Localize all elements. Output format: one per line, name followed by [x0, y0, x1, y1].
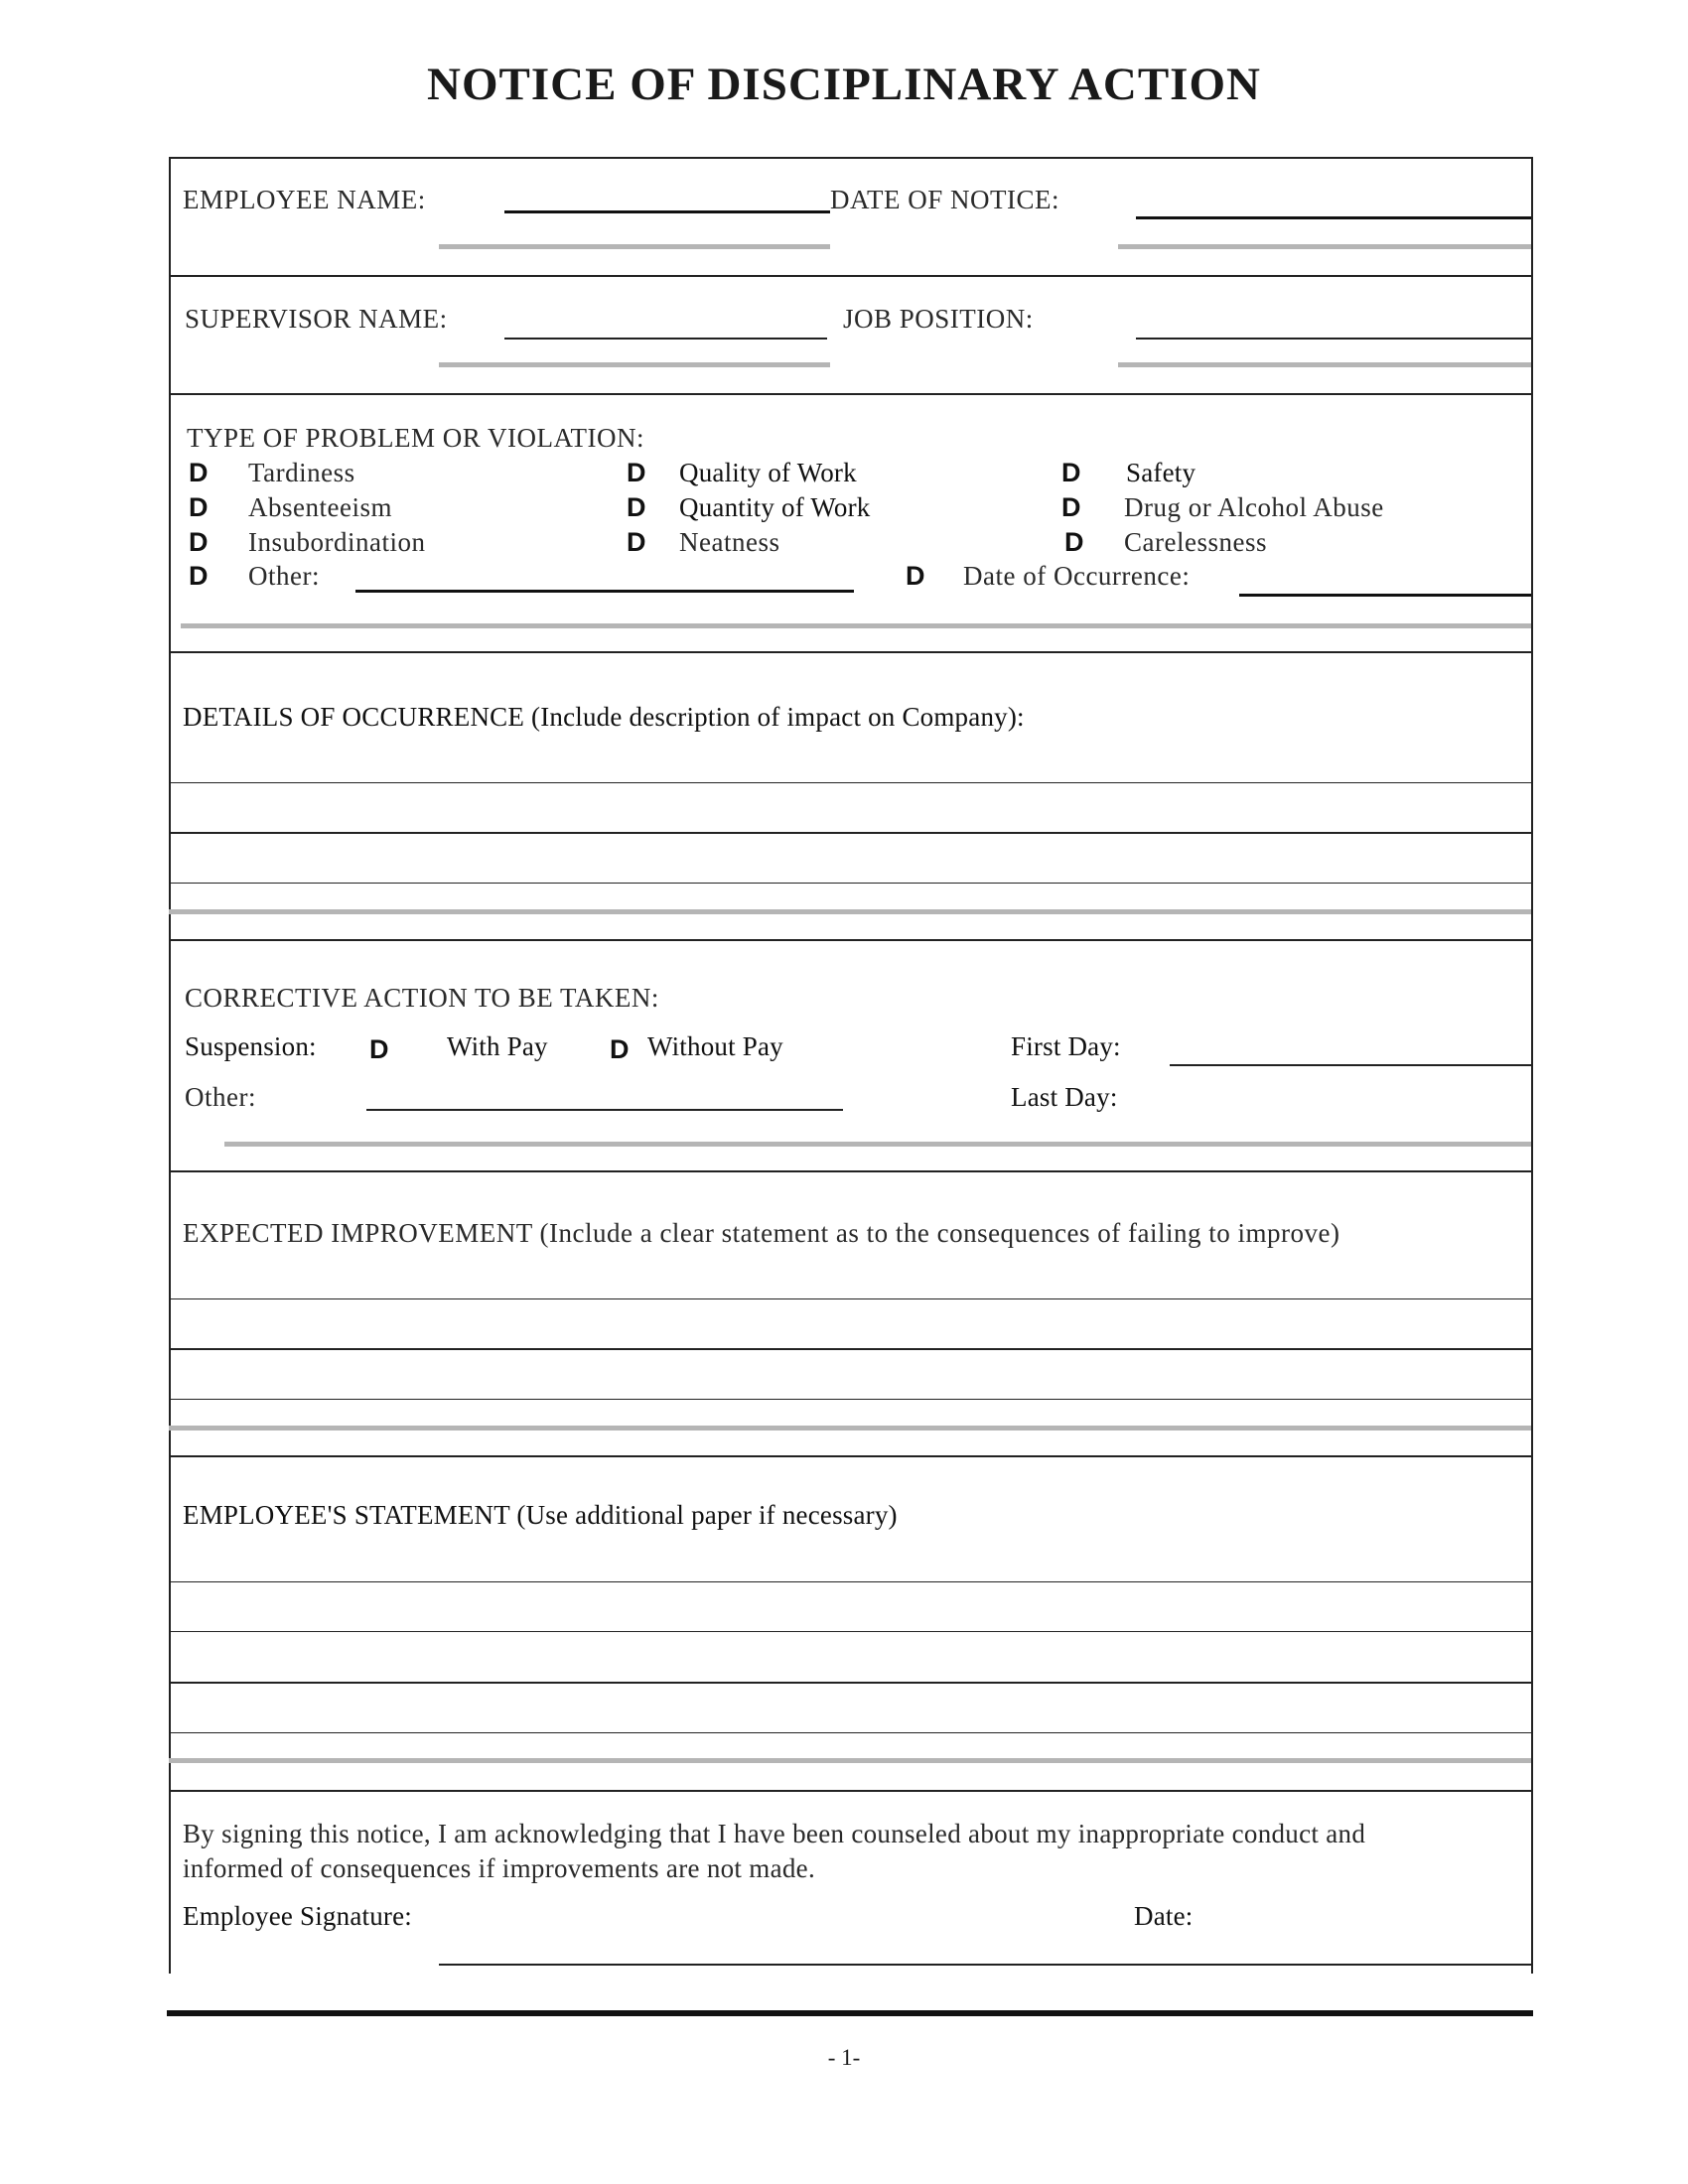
date-of-notice-field[interactable] [1136, 216, 1531, 219]
without-pay-checkbox[interactable]: D [610, 1034, 630, 1064]
divider [169, 1170, 1533, 1172]
insubordination-checkbox[interactable]: D [189, 527, 209, 557]
other-action-field[interactable] [366, 1109, 843, 1111]
supervisor-name-field[interactable] [504, 338, 827, 340]
neatness-label: Neatness [679, 527, 780, 557]
details-line[interactable] [169, 782, 1533, 783]
other-violation-label: Other: [248, 561, 320, 591]
supervisor-name-label: SUPERVISOR NAME: [185, 304, 448, 334]
corrective-gray-rule [224, 1142, 1531, 1147]
details-line[interactable] [169, 883, 1533, 884]
divider [169, 1455, 1533, 1457]
statement-line[interactable] [169, 1631, 1533, 1632]
absenteeism-checkbox[interactable]: D [189, 492, 209, 522]
signature-date-label: Date: [1134, 1901, 1194, 1931]
improvement-gray-rule [169, 1426, 1531, 1431]
quality-of-work-label: Quality of Work [679, 458, 857, 487]
drug-alcohol-label: Drug or Alcohol Abuse [1124, 492, 1384, 522]
first-day-field[interactable] [1170, 1064, 1531, 1066]
employee-name-label: EMPLOYEE NAME: [183, 185, 426, 214]
without-pay-label: Without Pay [647, 1031, 783, 1061]
date-of-occurrence-checkbox[interactable]: D [906, 561, 925, 591]
other-violation-checkbox[interactable]: D [189, 561, 209, 591]
footer-rule [167, 2010, 1533, 2016]
form-title: NOTICE OF DISCIPLINARY ACTION [427, 59, 1261, 110]
date-of-notice-label: DATE OF NOTICE: [830, 185, 1059, 214]
divider [169, 651, 1533, 653]
other-action-label: Other: [185, 1082, 256, 1112]
row2-gray-rule-left [439, 362, 830, 367]
date-of-occurrence-label: Date of Occurrence: [963, 561, 1191, 591]
tardiness-label: Tardiness [248, 458, 355, 487]
row1-gray-rule-right [1118, 244, 1531, 249]
absenteeism-label: Absenteeism [248, 492, 392, 522]
improvement-line[interactable] [169, 1298, 1533, 1299]
details-gray-rule [169, 909, 1531, 914]
expected-improvement-heading: EXPECTED IMPROVEMENT (Include a clear statement as to the consequences of failing to improve) [183, 1218, 1340, 1248]
statement-gray-rule [169, 1758, 1531, 1763]
last-day-label: Last Day: [1011, 1082, 1118, 1112]
row1-gray-rule-left [439, 244, 830, 249]
employee-name-field[interactable] [504, 210, 830, 213]
statement-line[interactable] [169, 1581, 1533, 1582]
details-heading: DETAILS OF OCCURRENCE (Include description of impact on Company): [183, 702, 1025, 732]
quality-of-work-checkbox[interactable]: D [627, 458, 646, 487]
first-day-label: First Day: [1011, 1031, 1121, 1061]
improvement-line[interactable] [169, 1348, 1533, 1350]
date-of-occurrence-field[interactable] [1239, 594, 1531, 597]
insubordination-label: Insubordination [248, 527, 426, 557]
safety-label: Safety [1126, 458, 1196, 487]
acknowledgement-text-line-2: informed of consequences if improvements are not made. [183, 1853, 815, 1883]
suspension-label: Suspension: [185, 1031, 317, 1061]
divider [169, 393, 1533, 395]
safety-checkbox[interactable]: D [1061, 458, 1081, 487]
row2-gray-rule-right [1118, 362, 1531, 367]
with-pay-checkbox[interactable]: D [369, 1034, 389, 1064]
divider [169, 939, 1533, 941]
quantity-of-work-checkbox[interactable]: D [627, 492, 646, 522]
other-violation-field[interactable] [355, 590, 854, 593]
divider [169, 275, 1533, 277]
employee-signature-field[interactable] [439, 1964, 1531, 1966]
improvement-line[interactable] [169, 1399, 1533, 1400]
drug-alcohol-checkbox[interactable]: D [1061, 492, 1081, 522]
quantity-of-work-label: Quantity of Work [679, 492, 871, 522]
statement-line[interactable] [169, 1732, 1533, 1733]
statement-line[interactable] [169, 1682, 1533, 1684]
neatness-checkbox[interactable]: D [627, 527, 646, 557]
employee-statement-heading: EMPLOYEE'S STATEMENT (Use additional paper if necessary) [183, 1500, 898, 1530]
with-pay-label: With Pay [447, 1031, 548, 1061]
carelessness-checkbox[interactable]: D [1064, 527, 1084, 557]
page-number: - 1- [827, 2045, 861, 2070]
details-line[interactable] [169, 832, 1533, 834]
acknowledgement-text-line-1: By signing this notice, I am acknowledging that I have been counseled about my inappropriate conduct and [183, 1819, 1366, 1848]
job-position-field[interactable] [1136, 338, 1531, 340]
carelessness-label: Carelessness [1124, 527, 1267, 557]
violation-heading: TYPE OF PROBLEM OR VIOLATION: [187, 423, 645, 453]
corrective-heading: CORRECTIVE ACTION TO BE TAKEN: [185, 983, 659, 1013]
job-position-label: JOB POSITION: [843, 304, 1034, 334]
tardiness-checkbox[interactable]: D [189, 458, 209, 487]
divider [169, 1790, 1533, 1792]
employee-signature-label: Employee Signature: [183, 1901, 412, 1931]
violation-gray-rule [181, 623, 1531, 628]
